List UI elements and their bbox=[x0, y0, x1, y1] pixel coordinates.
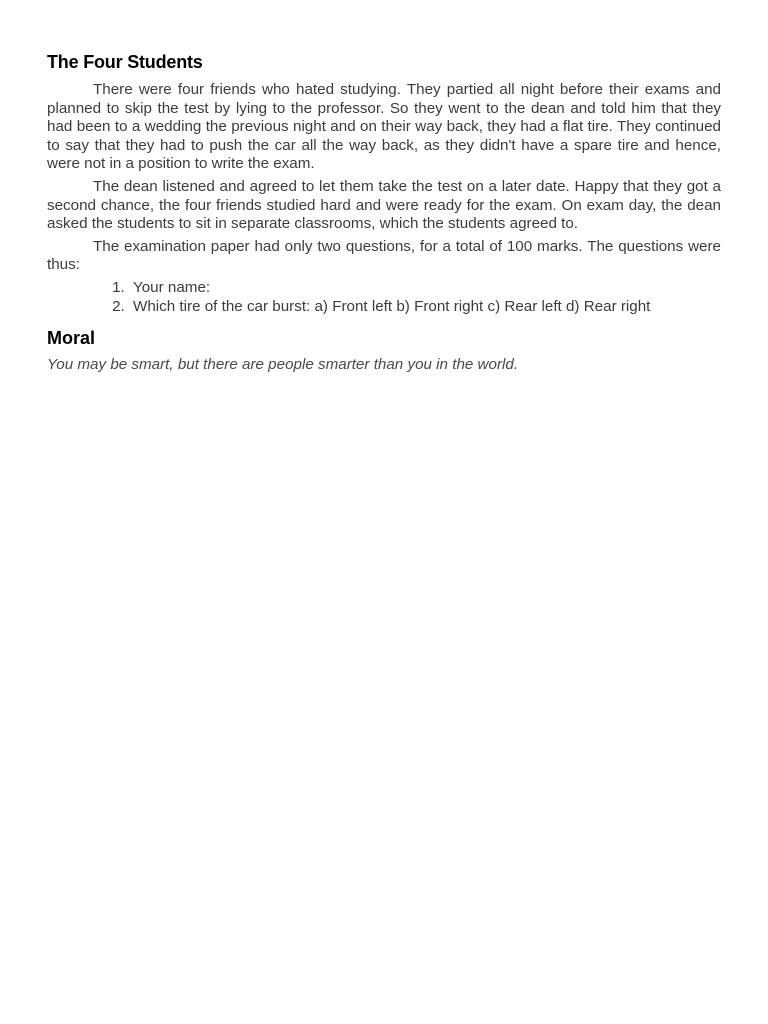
question-list bbox=[47, 279, 721, 316]
moral-title: Moral bbox=[47, 328, 96, 349]
story-paragraph-3: The examination paper had only two questions, for a total of 100 marks. The questions were thus: bbox=[47, 237, 721, 274]
document-page bbox=[47, 52, 721, 374]
story-title: The Four Students bbox=[47, 52, 203, 72]
question-item-2: 2. Which tire of the car burst: a) Front left b) Front right c) Rear left d) Rear right bbox=[129, 298, 721, 317]
question-item-1: 1. Your name: bbox=[129, 279, 721, 298]
moral-text: You may be smart, but there are people smarter than you in the world. bbox=[47, 356, 519, 374]
story-paragraph-1: There were four friends who hated studying. They partied all night before their exams and planned to skip the test by lying to the professor. So they went to the dean and told him that they had been to a wedding the previous night and on their way back, they had a flat tire. They continued to say that they had to push the car all the way back, as they didn't have a spare tire and hence, were not in a position to write the exam. bbox=[47, 81, 721, 173]
story-paragraph-2: The dean listened and agreed to let them take the test on a later date. Happy that they got a second chance, the four friends studied hard and were ready for the exam. On exam day, the dean asked the students to sit in separate classrooms, which the students agreed to. bbox=[47, 177, 721, 233]
